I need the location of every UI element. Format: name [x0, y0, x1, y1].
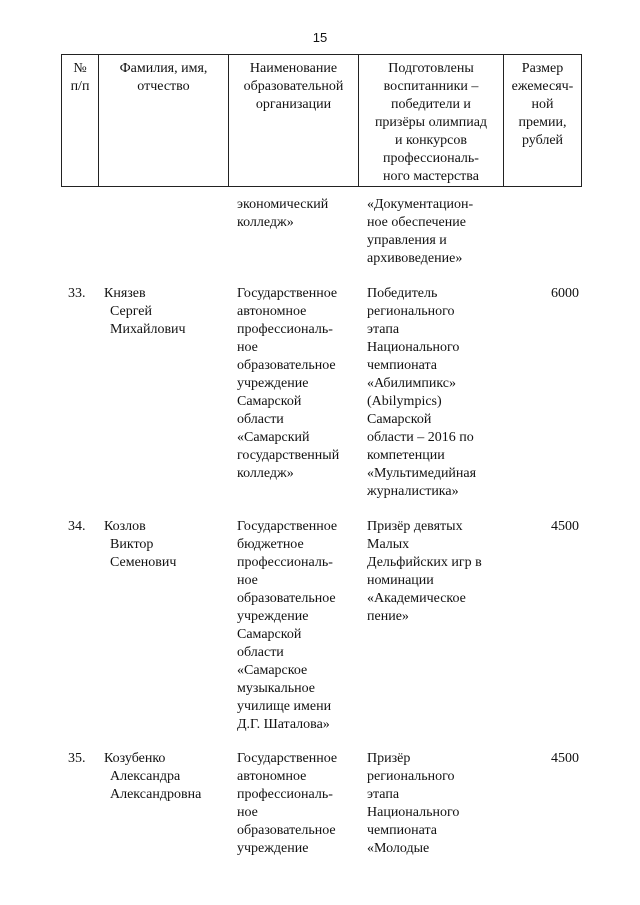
row-organization: Государственное автономное профессиональ- ное образовательное учреждение Самарской области «Самарский государственный колледж» — [237, 286, 340, 481]
row-achievement: Победитель регионального этапа Национального чемпионата «Абилимпикс» (Abilympics) Самарской области – 2016 по компетенции «Мультимедийная журналистика» — [367, 286, 477, 499]
header-prize: Размер ежемесяч- ной премии, рублей — [504, 55, 582, 187]
row-achievement: Призёр регионального этапа Национального чемпионата «Молодые — [367, 751, 460, 856]
row-organization: Государственное бюджетное профессиональ- ное образовательное учреждение Самарской области «Самарское музыкальное училище имени Д.Г. Шаталова» — [237, 519, 338, 732]
table-header — [61, 54, 582, 187]
row-prize: 4500 — [551, 519, 579, 534]
header-achievement: Подготовлены воспитанники – победители и призёры олимпиад и конкурсов профессиональ- ного мастерства — [359, 55, 504, 187]
row-number: 33. — [68, 286, 86, 301]
row-organization: Государственное автономное профессиональ- ное образовательное учреждение — [237, 751, 338, 856]
row-achievement: Призёр девятых Малых Дельфийских игр в номинации «Академическое пение» — [367, 519, 482, 624]
row-name: Козлов Виктор Семенович — [104, 519, 177, 570]
page-number: 15 — [312, 30, 328, 45]
continuation-achievement: «Документацион- ное обеспечение управления и архивоведение» — [367, 197, 474, 266]
continuation-org: экономический колледж» — [237, 197, 329, 230]
row-name: Князев Сергей Михайлович — [104, 286, 186, 337]
row-number: 35. — [68, 751, 86, 766]
header-name: Фамилия, имя, отчество — [99, 55, 229, 187]
row-prize: 6000 — [551, 286, 579, 301]
row-number: 34. — [68, 519, 86, 534]
header-org: Наименование образовательной организации — [229, 55, 359, 187]
row-prize: 4500 — [551, 751, 579, 766]
row-name: Козубенко Александра Александровна — [104, 751, 202, 802]
header-num: № п/п — [62, 55, 99, 187]
